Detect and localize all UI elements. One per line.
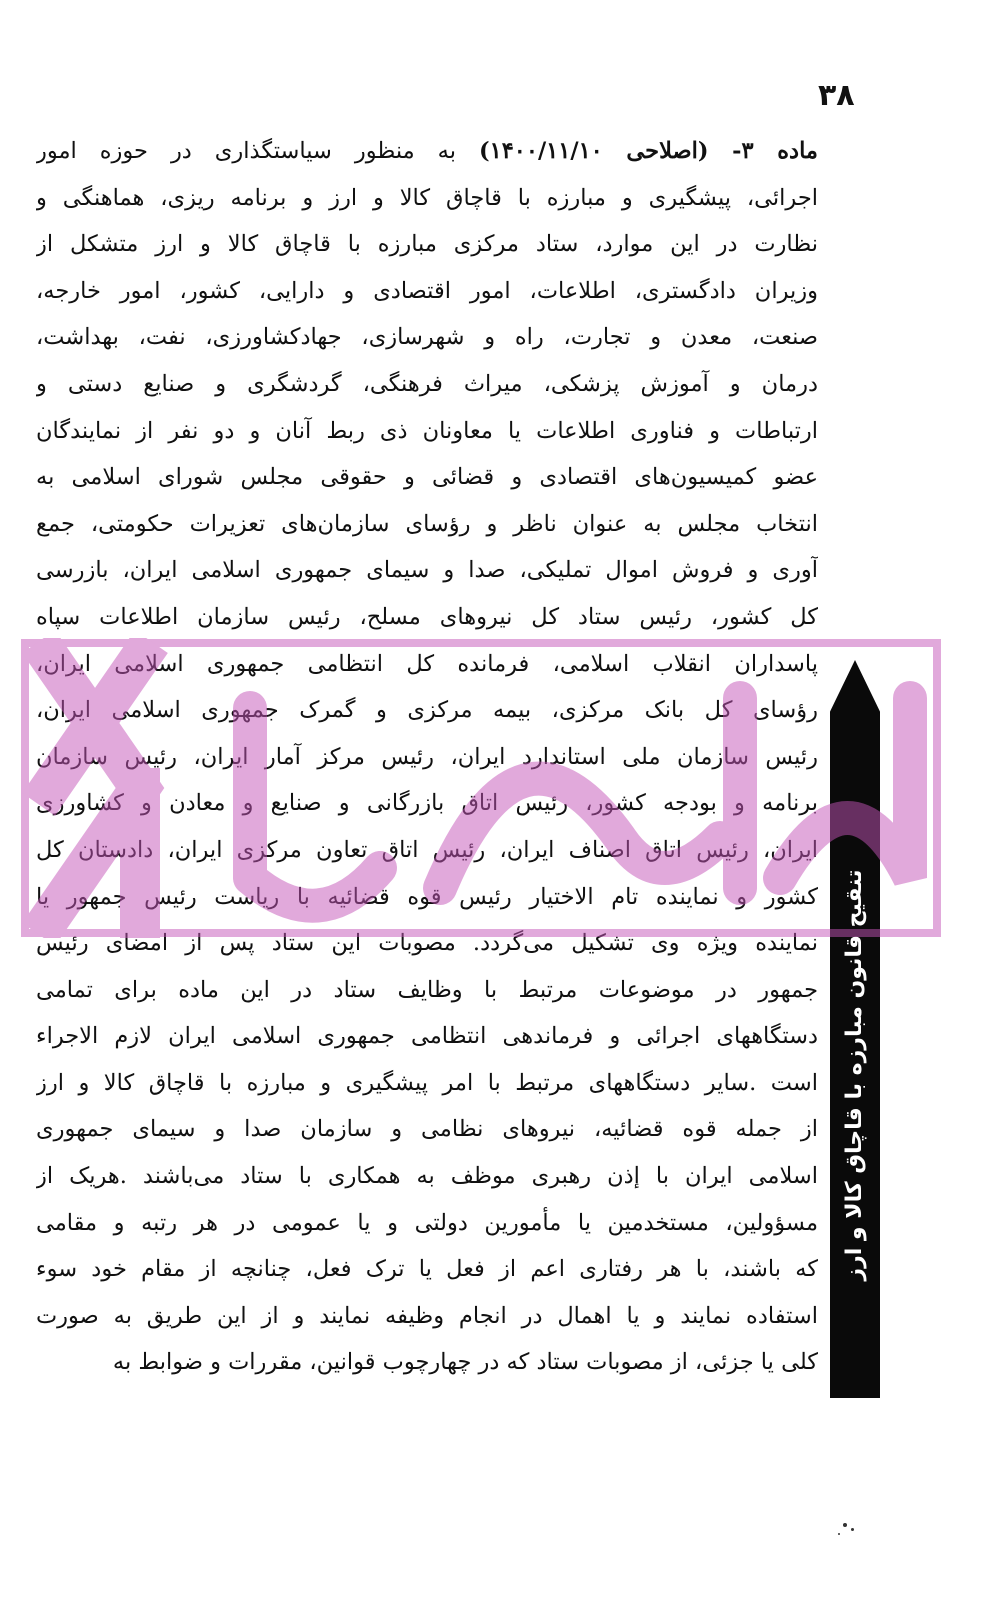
text-line-15: برنامه و بودجه کشور، رئیس اتاق بازرگانی و صنایع و معادن و کشاورزی [36,790,818,817]
article-line-text: به منظور سیاستگذاری در حوزه امور [36,138,456,164]
text-line-16: ایران، رئیس اتاق اصناف ایران، رئیس اتاق تعاون مرکزی ایران، دادستان کل [36,836,818,863]
text-line-26: استفاده نمایند و یا اهمال در انجام وظیفه نمایند و از این طریق به صورت [36,1302,818,1329]
text-line-25: که باشند، با هر رفتاری اعم از فعل یا ترک فعل، چنانچه از مقام خود سوء [36,1256,818,1283]
text-line-4: وزیران دادگستری، اطلاعات، امور اقتصادی و دارایی، کشور، امور خارجه، [36,277,818,304]
side-tab-title: تنقیح قانون مبارزه با قاچاق کالا و ارز [842,869,867,1281]
text-line-1 [36,128,818,175]
text-line-27: کلی یا جزئی، از مصوبات ستاد که در چهارچوب قوانین، مقررات و ضوابط به [112,1349,818,1376]
text-line-20: دستگاههای اجرائی و فرماندهی انتظامی جمهوری اسلامی ایران لازم الاجراء [36,1023,818,1050]
text-line-12: پاسداران انقلاب اسلامی، فرمانده کل انتظامی جمهوری اسلامی ایران، [36,650,818,677]
text-line-21: است .سایر دستگاههای مرتبط با امر پیشگیری و مبارزه با قاچاق کالا و ارز [36,1069,818,1096]
text-line-9: انتخاب مجلس به عنوان ناظر و رؤسای سازمان‌های تعزیرات حکومتی، جمع [36,510,818,537]
text-line-18: نماینده ویژه وی تشکیل می‌گردد. مصوبات این ستاد پس از امضای رئیس [36,930,818,957]
text-line-17: کشور و نماینده تام الاختیار رئیس قوه قضائیه با ریاست رئیس جمهور یا [36,883,818,910]
article-body [36,128,818,1386]
text-line-10: آوری و فروش اموال تملیکی، صدا و سیمای جمهوری اسلامی ایران، بازرسی [36,557,818,584]
text-line-14: رئیس سازمان ملی استاندارد ایران، رئیس مرکز آمار ایران، رئیس سازمان [36,743,818,770]
text-line-23: اسلامی ایران با إذن رهبری موظف به همکاری با ستاد می‌باشند .هریک از [36,1163,818,1190]
text-line-6: درمان و آموزش پزشکی، میراث فرهنگی، گردشگری و صنایع دستی و [36,370,818,397]
text-line-8: عضو کمیسیون‌های اقتصادی و قضائی و حقوقی مجلس شورای اسلامی به [36,464,818,491]
text-line-3: نظارت در این موارد، ستاد مرکزی مبارزه با قاچاق کالا و ارز متشکل از [36,231,818,258]
page-number: ۳۸ [818,78,855,113]
text-line-19: جمهور در موضوعات مرتبط با وظایف ستاد در این ماده برای تمامی [36,976,818,1003]
scan-speck [838,1533,840,1535]
scan-speck [851,1528,854,1531]
text-line-5: صنعت، معدن و تجارت، راه و شهرسازی، جهادکشاورزی، نفت، بهداشت، [36,324,818,351]
text-line-2: اجرائی، پیشگیری و مبارزه با قاچاق کالا و ارز و برنامه ریزی، هماهنگی و [36,184,818,211]
text-line-13: رؤسای کل بانک مرکزی، بیمه مرکزی و گمرک جمهوری اسلامی ایران، [36,697,818,724]
text-line-22: از جمله قوه قضائیه، نیروهای نظامی و سازمان صدا و سیمای جمهوری [36,1116,818,1143]
scan-speck [843,1523,847,1527]
text-line-11: کل کشور، رئیس ستاد کل نیروهای مسلح، رئیس سازمان اطلاعات سپاه [36,603,818,630]
text-line-24: مسؤولین، مستخدمین یا مأمورین دولتی و یا عمومی در هر رتبه و مقامی [36,1209,818,1236]
text-line-7: ارتباطات و فناوری اطلاعات یا معاونان ذی ربط آنان و دو نفر از نمایندگان [36,417,818,444]
article-heading: ماده ۳- (اصلاحی ۱۴۰۰/۱۱/۱۰) [478,138,818,164]
